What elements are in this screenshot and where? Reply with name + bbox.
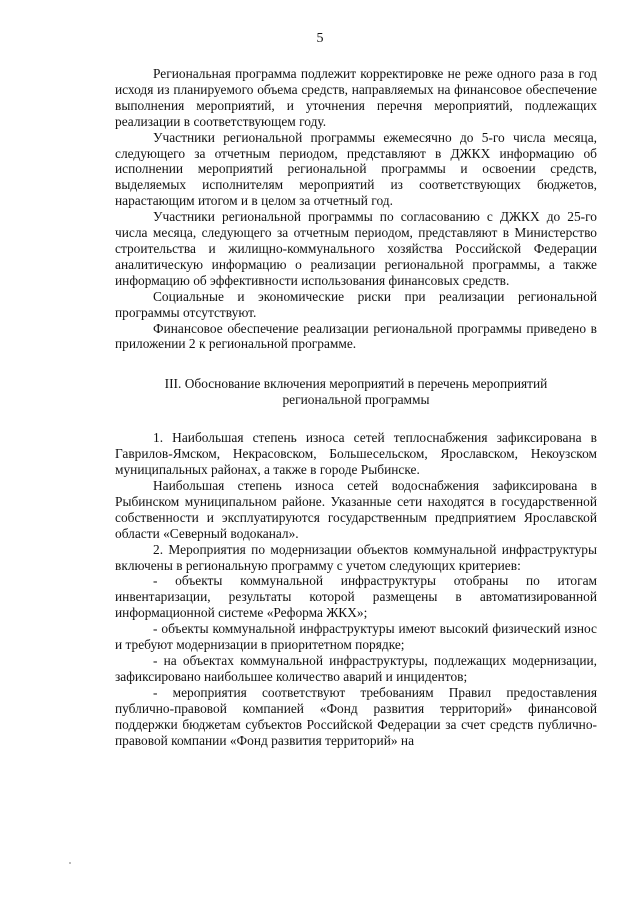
- paragraph-monthly-reporting: Участники региональной программы ежемесячно до 5-го числа месяца, следующего за отчетным периодом, представляют в ДЖКХ информацию об исполнении мероприятий региональной программы и освоении средств, выделяемых исполнителям мероприятий из соответствующих бюджетов, нарастающим итогом и в целом за отчетный год.: [115, 129, 597, 209]
- paragraph-heating-wear: 1. Наибольшая степень износа сетей теплоснабжения зафиксирована в Гаврилов-Ямском, Некрасовском, Большесельском, Ярославском, Некоузском муниципальных районах, а также в городе Рыбинске.: [115, 430, 597, 478]
- document-body: [115, 66, 597, 748]
- criteria-item-inventory: - объекты коммунальной инфраструктуры отобраны по итогам инвентаризации, результаты которой размещены в автоматизированной информационной системе «Реформа ЖКХ»;: [115, 573, 597, 621]
- paragraph-risks: Социальные и экономические риски при реализации региональной программы отсутствуют.: [115, 288, 597, 320]
- paragraph-water-wear: Наибольшая степень износа сетей водоснабжения зафиксирована в Рыбинском муниципальном районе. Указанные сети находятся в государственной собственности и эксплуатируются государственным предприятием Ярославской области «Северный водоканал».: [115, 478, 597, 541]
- paragraph-adjustment: Региональная программа подлежит корректировке не реже одного раза в год исходя из планируемого объема средств, направляемых на финансовое обеспечение выполнения мероприятий, и уточнения перечня мероприятий, подлежащих реализации в соответствующем году.: [115, 66, 597, 129]
- scan-speck: [69, 862, 71, 864]
- paragraph-ministry-reporting: Участники региональной программы по согласованию с ДЖКХ до 25-го числа месяца, следующего за отчетным периодом, представляют в Министерство строительства и жилищно-коммунального хозяйства Российской Федерации аналитическую информацию о реализации региональной программы, а также информацию об эффективности использования финансовых средств.: [115, 209, 597, 288]
- criteria-item-accidents: - на объектах коммунальной инфраструктуры, подлежащих модернизации, зафиксировано наибольшее количество аварий и инцидентов;: [115, 653, 597, 684]
- section-heading: [115, 376, 597, 408]
- paragraph-criteria-intro: 2. Мероприятия по модернизации объектов коммунальной инфраструктуры включены в региональную программу с учетом следующих критериев:: [115, 541, 597, 573]
- criteria-item-wear: - объекты коммунальной инфраструктуры имеют высокий физический износ и требуют модернизации в приоритетном порядке;: [115, 621, 597, 653]
- page-number: 5: [316, 31, 324, 46]
- paragraph-financing: Финансовое обеспечение реализации региональной программы приведено в приложении 2 к региональной программе.: [115, 320, 597, 352]
- criteria-item-rules: - мероприятия соответствуют требованиям Правил предоставления публично-правовой компанией «Фонд развития территорий» финансовой поддержки бюджетам субъектов Российской Федерации за счет средств публично-правовой компании «Фонд развития территорий» на: [115, 684, 597, 748]
- section-heading-line-2: региональной программы: [282, 392, 430, 408]
- section-heading-line-1: III. Обоснование включения мероприятий в перечень мероприятий: [164, 376, 548, 392]
